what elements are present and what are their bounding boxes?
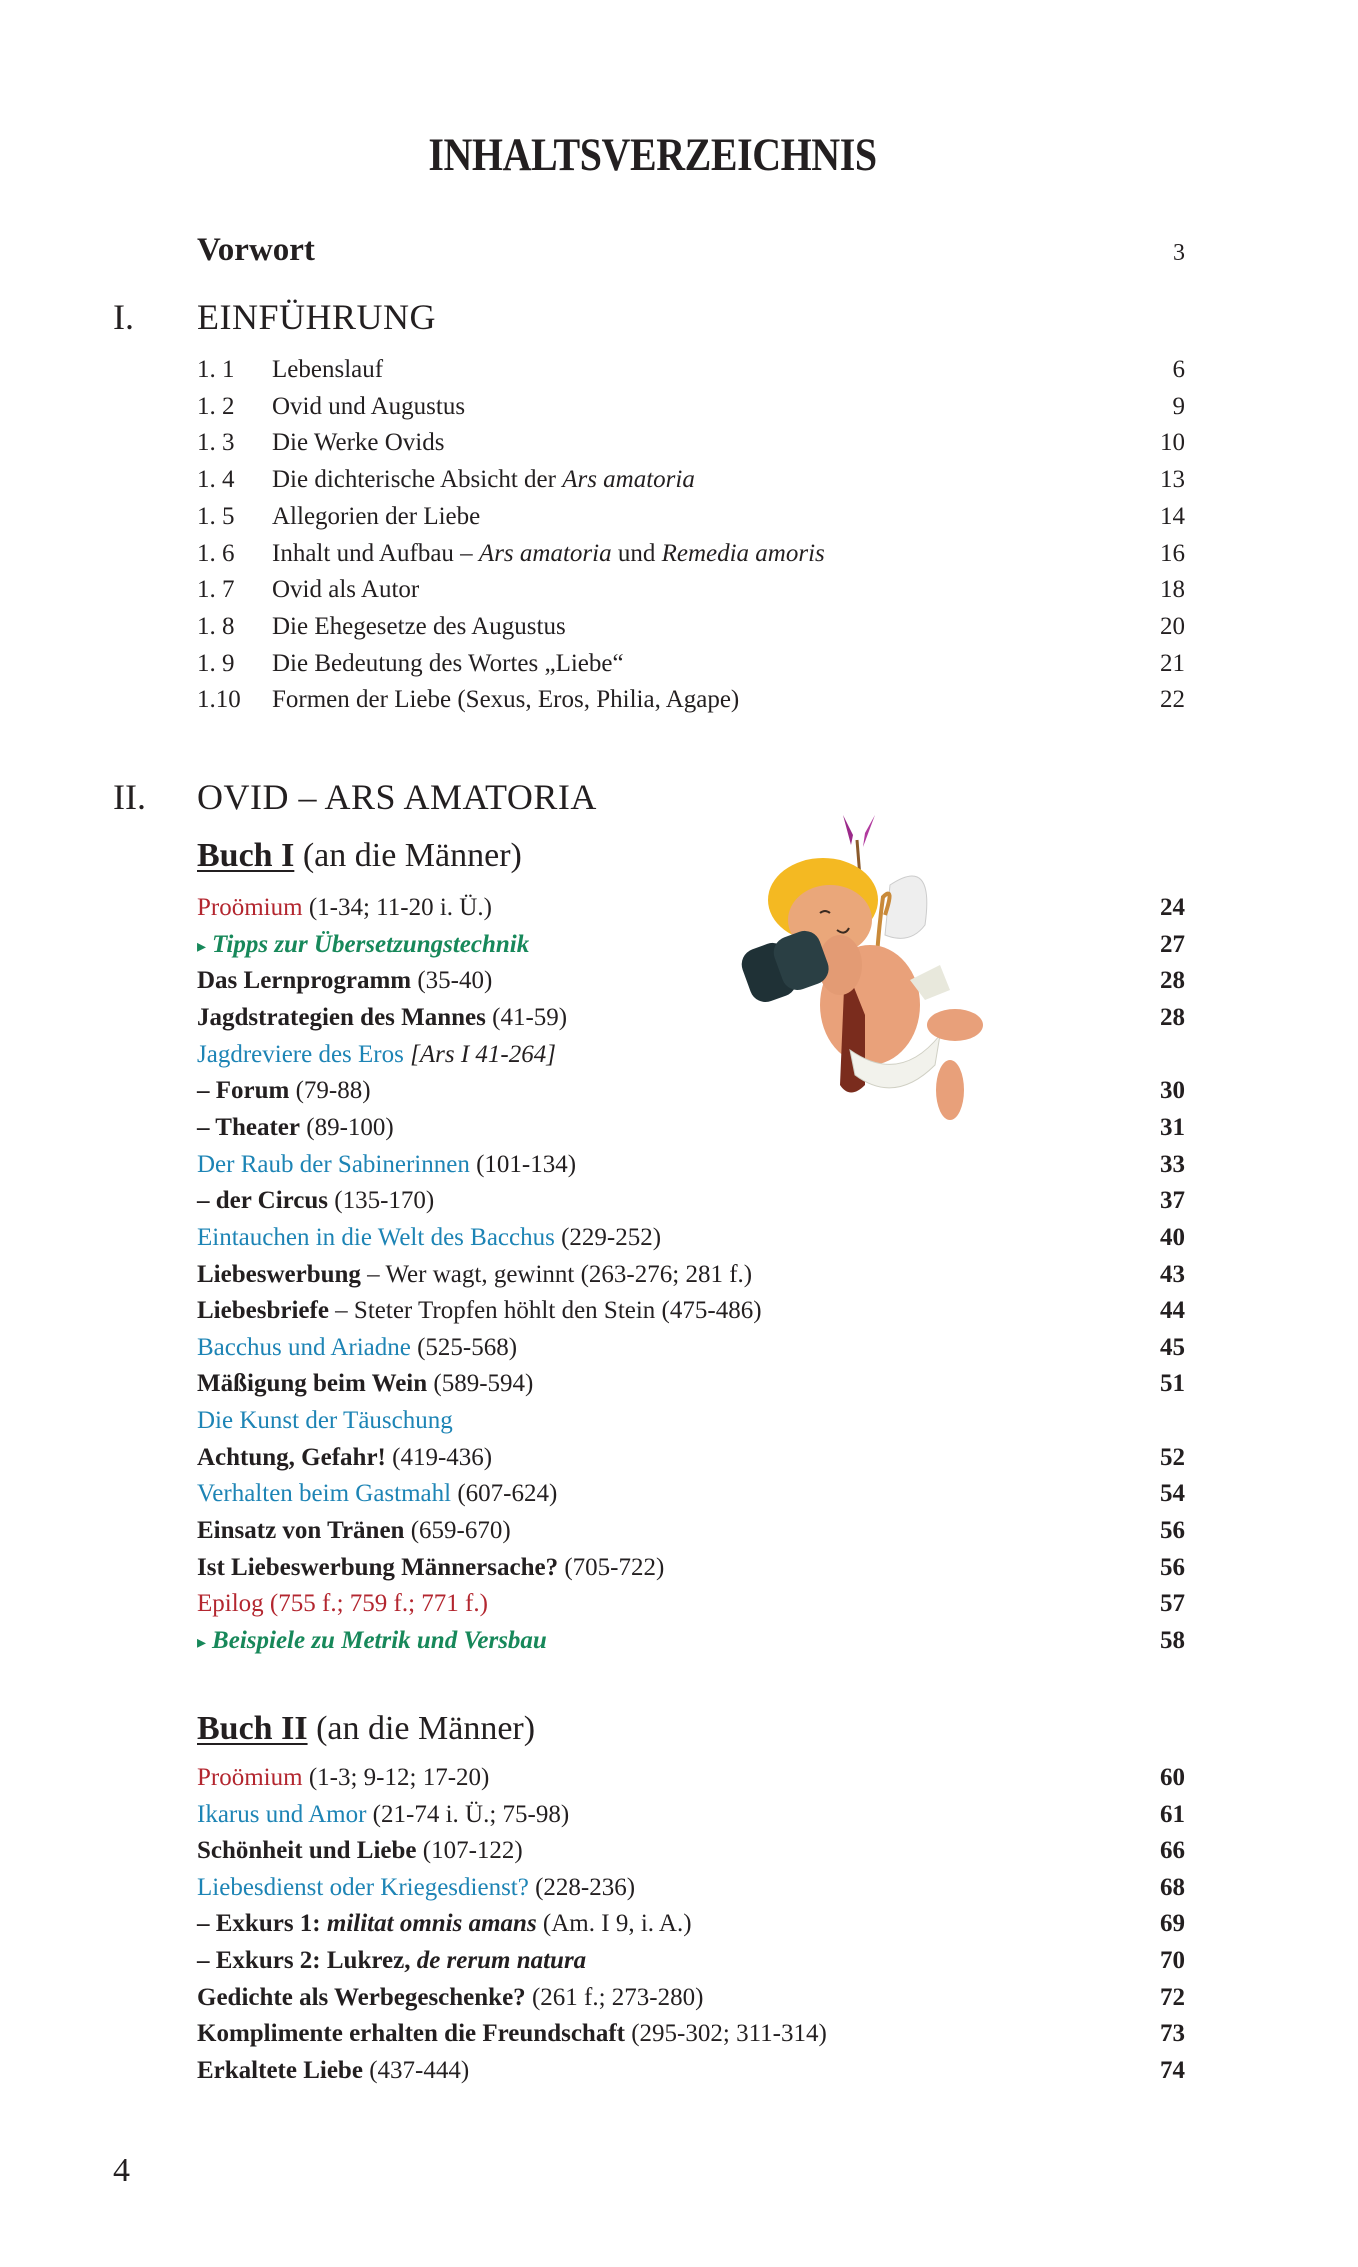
entry-title: Das Lernprogramm [197, 967, 412, 995]
entry-title: Vorwort [197, 232, 315, 268]
toc-entry[interactable] [197, 425, 1185, 461]
entry-page: 33 [1160, 1150, 1185, 1178]
entry-text-wrapper [197, 1906, 1125, 1942]
entry-title-italic: Ars amatoria [478, 539, 612, 567]
entry-text-wrapper [197, 1870, 1125, 1906]
entry-title: Ikarus und Amor [197, 1800, 367, 1828]
entry-text-wrapper [197, 462, 1125, 498]
section-number: I. [113, 297, 134, 337]
toc-entry[interactable] [197, 682, 1185, 718]
entry-title-italic: de rerum natura [416, 1947, 587, 1974]
entry-page: 20 [1160, 612, 1185, 640]
entry-text-wrapper [197, 1183, 1125, 1219]
entry-line-reference: (659-670) [404, 1517, 511, 1545]
entry-title-italic: Remedia amoris [661, 539, 825, 567]
toc-entry[interactable] [197, 1183, 1185, 1219]
entry-page: 28 [1160, 967, 1185, 995]
entry-title-part: und [611, 539, 662, 567]
entry-text-wrapper [197, 1257, 1125, 1293]
toc-entry[interactable] [197, 1293, 1185, 1329]
page-number: 4 [113, 2152, 130, 2189]
toc-entry[interactable] [197, 389, 1185, 425]
entry-title: Ovid und Augustus [272, 392, 466, 420]
entry-line-reference: (21-74 i. Ü.; 75-98) [366, 1800, 570, 1828]
entry-text-wrapper [197, 499, 1125, 535]
entry-title: Eintauchen in die Welt des Bacchus [197, 1223, 555, 1251]
entry-line-reference: (755 f.; 759 f.; 771 f.) [263, 1590, 488, 1618]
toc-entry[interactable] [197, 1906, 1185, 1942]
entry-text-wrapper [197, 1403, 1125, 1439]
entry-title: Erkaltete Liebe [197, 2056, 363, 2084]
entry-page: 24 [1160, 894, 1185, 921]
toc-entry[interactable] [197, 1037, 1185, 1073]
entry-page: 68 [1160, 1873, 1185, 1901]
entry-page: 66 [1160, 1837, 1185, 1865]
entry-page: 40 [1160, 1223, 1185, 1251]
entry-line-reference: (135-170) [328, 1187, 435, 1215]
toc-entry[interactable] [197, 462, 1185, 498]
entry-title: Tipps zur Übersetzungstechnik [212, 930, 530, 958]
entry-text-wrapper [197, 352, 1125, 388]
toc-entry[interactable] [197, 927, 1185, 963]
entry-title: Ovid als Autor [272, 576, 420, 604]
entry-number: 1. 4 [197, 466, 235, 494]
toc-entry[interactable] [197, 352, 1185, 388]
entry-title: Epilog [197, 1590, 264, 1618]
entry-page: 54 [1160, 1480, 1185, 1508]
book-subtitle: (an die Männer) [294, 837, 522, 874]
entry-title: Die Werke Ovids [272, 429, 445, 457]
entry-title-italic: militat omnis amans [326, 1910, 537, 1938]
toc-entry[interactable] [197, 499, 1185, 535]
entry-text-wrapper [197, 1623, 1125, 1660]
entry-text-wrapper [197, 1220, 1125, 1256]
entry-text-wrapper [197, 1330, 1125, 1366]
toc-entry[interactable] [197, 1073, 1185, 1109]
entry-line-reference: (107-122) [416, 1837, 523, 1865]
entry-line-reference: (229-252) [554, 1223, 662, 1251]
entry-line-reference: (101-134) [469, 1150, 577, 1178]
toc-entry[interactable] [197, 1980, 1185, 2016]
entry-line-reference: (525-568) [410, 1333, 518, 1361]
entry-number: 1. 7 [197, 576, 235, 604]
entry-number: 1. 6 [197, 539, 235, 567]
entry-page: 70 [1160, 1947, 1185, 1974]
toc-entry[interactable] [197, 1797, 1185, 1833]
entry-number: 1. 9 [197, 649, 235, 677]
entry-title: Die dichterische Absicht der [272, 466, 563, 494]
entry-title: Komplimente erhalten die Freundschaft [197, 2020, 625, 2048]
entry-title: Jagdreviere des Eros [197, 1040, 404, 1068]
entry-page: 58 [1160, 1627, 1185, 1654]
toc-entry[interactable] [197, 2053, 1185, 2089]
entry-line-reference: – Wer wagt, gewinnt (263-276; 281 f.) [360, 1260, 753, 1288]
entry-title: Verhalten beim Gastmahl [197, 1480, 452, 1508]
toc-entry[interactable] [197, 1330, 1185, 1366]
toc-entry[interactable] [197, 963, 1185, 999]
entry-page: 28 [1160, 1003, 1185, 1031]
entry-page: 56 [1160, 1517, 1185, 1545]
book-label: Buch II [197, 1710, 308, 1747]
entry-number: 1. 1 [197, 356, 235, 383]
entry-page: 14 [1160, 502, 1185, 530]
entry-title: Bacchus und Ariadne [197, 1333, 411, 1361]
entry-text-wrapper [197, 2053, 1125, 2089]
entry-title: Proömium [197, 1764, 303, 1791]
entry-page: 56 [1160, 1553, 1185, 1581]
entry-line-reference: (Am. I 9, i. A.) [536, 1910, 692, 1938]
entry-text-wrapper [197, 425, 1125, 461]
entry-page: 3 [1173, 240, 1185, 266]
entry-page: 60 [1160, 1764, 1185, 1791]
entry-title: – Exkurs 1: [197, 1910, 327, 1938]
entry-title: – Exkurs 2: Lukrez, [197, 1947, 417, 1974]
book-label: Buch I [197, 837, 295, 874]
entry-title: Die Ehegesetze des Augustus [272, 612, 566, 640]
book2-heading [197, 1711, 1185, 1747]
entry-text-wrapper [197, 1513, 1125, 1549]
toc-entry[interactable] [197, 572, 1185, 608]
toc-entry[interactable] [197, 1760, 1185, 1796]
entry-line-reference: (35-40) [411, 967, 493, 995]
entry-line-reference: (295-302; 311-314) [624, 2020, 827, 2048]
entry-page: 44 [1160, 1297, 1185, 1325]
entry-line-reference: [Ars I 41-264] [403, 1040, 556, 1068]
entry-page: 30 [1160, 1077, 1185, 1105]
toc-entry[interactable] [197, 1147, 1185, 1183]
entry-page: 22 [1160, 686, 1185, 714]
entry-text-wrapper [197, 1147, 1125, 1183]
entry-page: 73 [1160, 2020, 1185, 2048]
entry-title: Die Bedeutung des Wortes „Liebe“ [272, 649, 624, 677]
entry-title: – der Circus [197, 1187, 329, 1215]
entry-title: Beispiele zu Metrik und Versbau [212, 1627, 547, 1654]
cupid-with-binoculars-icon [725, 815, 995, 1125]
toc-entry[interactable] [197, 1513, 1185, 1549]
toc-entry[interactable] [197, 536, 1185, 572]
entry-title: Proömium [197, 894, 303, 921]
section-number: II. [113, 777, 146, 817]
entry-page: 74 [1160, 2056, 1185, 2084]
entry-line-reference: (89-100) [300, 1113, 394, 1141]
section-title: OVID – ARS AMATORIA [197, 777, 597, 817]
entry-text-wrapper [197, 1293, 1125, 1329]
entry-text-wrapper [197, 646, 1125, 682]
entry-text-wrapper [197, 536, 1125, 572]
entry-line-reference: (607-624) [451, 1480, 558, 1508]
entry-title: Mäßigung beim Wein [197, 1370, 428, 1398]
entry-page: 52 [1160, 1443, 1185, 1471]
entry-line-reference: (228-236) [528, 1873, 636, 1901]
entry-number: 1.10 [197, 686, 241, 714]
entry-title: Jagdstrategien des Mannes [197, 1003, 486, 1031]
entry-title: Allegorien der Liebe [272, 502, 481, 530]
toc-entry[interactable] [197, 2016, 1185, 2052]
entry-line-reference: (261 f.; 273-280) [525, 1983, 704, 2011]
entry-title: Liebesdienst oder Kriegesdienst? [197, 1873, 529, 1901]
entry-text-wrapper [197, 1440, 1125, 1476]
toc-entry[interactable] [197, 1366, 1185, 1402]
toc-entry[interactable] [197, 1257, 1185, 1293]
page-title: INHALTSVERZEICHNIS [428, 129, 877, 181]
entry-title: Formen der Liebe (Sexus, Eros, Philia, Agape) [272, 686, 740, 714]
entry-title: Einsatz von Tränen [197, 1517, 405, 1545]
entry-title: Achtung, Gefahr! [197, 1443, 386, 1471]
entry-line-reference: (1-3; 9-12; 17-20) [302, 1764, 490, 1791]
entry-page: 16 [1160, 539, 1185, 567]
entry-page: 43 [1160, 1260, 1185, 1288]
toc-entry[interactable] [197, 1000, 1185, 1036]
entry-title: – Theater [197, 1113, 300, 1141]
entry-line-reference: (705-722) [558, 1553, 665, 1581]
entry-line-reference: (1-34; 11-20 i. Ü.) [302, 894, 492, 921]
toc-entry[interactable] [197, 1440, 1185, 1476]
entry-title: Liebesbriefe [197, 1297, 329, 1325]
entry-title: Die Kunst der Täuschung [197, 1407, 453, 1435]
triangle-right-icon: ▸ [197, 935, 207, 956]
entry-text-wrapper [197, 389, 1125, 425]
entry-title: Liebeswerbung [197, 1260, 361, 1288]
entry-text-wrapper [197, 1366, 1125, 1402]
entry-line-reference: (79-88) [289, 1077, 371, 1105]
entry-page: 45 [1160, 1333, 1185, 1361]
entry-page: 10 [1160, 429, 1185, 457]
entry-number: 1. 2 [197, 392, 235, 420]
toc-entry-vorwort[interactable] [197, 232, 1185, 268]
entry-title: Gedichte als Werbegeschenke? [197, 1983, 526, 2011]
entry-text-wrapper [197, 2016, 1125, 2052]
entry-page: 27 [1160, 930, 1185, 958]
entry-number: 1. 3 [197, 429, 235, 457]
entry-title: Inhalt und Aufbau – [272, 539, 479, 567]
entry-number: 1. 5 [197, 502, 235, 530]
toc-entry[interactable] [197, 1943, 1185, 1979]
toc-entry[interactable] [197, 1476, 1185, 1512]
entry-page: 69 [1160, 1910, 1185, 1938]
toc-entry[interactable] [197, 609, 1185, 645]
entry-page: 18 [1160, 576, 1185, 604]
entry-text-wrapper [197, 1586, 1125, 1622]
entry-title: – Forum [197, 1077, 290, 1105]
entry-page: 31 [1160, 1113, 1185, 1141]
entry-title: Der Raub der Sabinerinnen [197, 1150, 470, 1178]
entry-title-italic: Ars amatoria [562, 466, 695, 494]
toc-entry[interactable] [197, 646, 1185, 682]
toc-entry[interactable] [197, 1586, 1185, 1622]
entry-title: Ist Liebeswerbung Männersache? [197, 1553, 559, 1581]
entry-page: 9 [1172, 392, 1185, 420]
entry-text-wrapper [197, 572, 1125, 608]
entry-text-wrapper [197, 682, 1125, 718]
entry-text-wrapper [197, 1980, 1125, 2016]
entry-text-wrapper [197, 1476, 1125, 1512]
entry-number: 1. 8 [197, 612, 235, 640]
entry-line-reference: (437-444) [362, 2056, 470, 2084]
entry-text-wrapper [197, 609, 1125, 645]
entry-line-reference: (589-594) [427, 1370, 534, 1398]
toc-entry[interactable] [197, 890, 1185, 926]
entry-line-reference: – Steter Tropfen höhlt den Stein (475-486) [328, 1297, 762, 1325]
toc-entry[interactable] [197, 1550, 1185, 1586]
entry-page: 6 [1172, 356, 1185, 383]
book-subtitle: (an die Männer) [307, 1710, 536, 1747]
entry-text-wrapper [197, 1760, 1125, 1796]
toc-entry[interactable] [197, 1623, 1185, 1659]
entry-text-wrapper [197, 1550, 1125, 1586]
entry-title: Schönheit und Liebe [197, 1837, 417, 1865]
section-title: EINFÜHRUNG [197, 297, 436, 337]
entry-page: 61 [1160, 1800, 1185, 1828]
entry-page: 37 [1160, 1187, 1185, 1215]
entry-title: Lebenslauf [272, 356, 384, 383]
toc-entry[interactable] [197, 1110, 1185, 1146]
toc-entry[interactable] [197, 1833, 1185, 1869]
entry-page: 51 [1160, 1370, 1185, 1398]
entry-page: 21 [1160, 649, 1185, 677]
toc-entry[interactable] [197, 1403, 1185, 1439]
entry-text-wrapper [197, 1943, 1125, 1979]
entry-text-wrapper [197, 1797, 1125, 1833]
book1-heading [197, 838, 1185, 874]
entry-line-reference: (41-59) [485, 1003, 568, 1031]
entry-page: 13 [1160, 466, 1185, 494]
entry-page: 57 [1160, 1590, 1185, 1618]
entry-page: 72 [1160, 1983, 1185, 2011]
entry-text-wrapper [197, 1833, 1125, 1869]
toc-entry[interactable] [197, 1870, 1185, 1906]
toc-entry[interactable] [197, 1220, 1185, 1256]
triangle-right-icon: ▸ [197, 1632, 207, 1652]
entry-line-reference: (419-436) [385, 1443, 493, 1471]
